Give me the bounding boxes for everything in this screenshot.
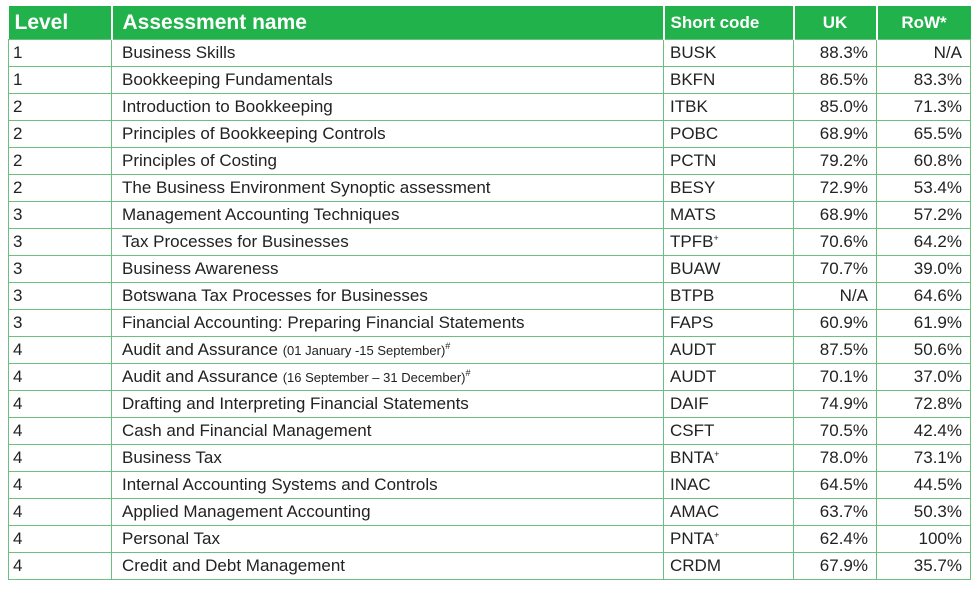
cell-assessment-name (112, 256, 664, 283)
cell-row-rate: 60.8% (877, 148, 971, 175)
cell-short-code (664, 526, 794, 553)
table-row (9, 391, 971, 418)
cell-assessment-name (112, 94, 664, 121)
short-code-text: BESY (670, 178, 716, 197)
cell-row-rate: N/A (877, 40, 971, 67)
cell-uk-rate: 78.0% (794, 445, 877, 472)
results-table-container (8, 6, 970, 580)
cell-short-code (664, 337, 794, 364)
cell-uk-rate: 60.9% (794, 310, 877, 337)
cell-assessment-name (112, 40, 664, 67)
cell-row-rate: 71.3% (877, 94, 971, 121)
assessment-date-note: (16 September – 31 December) (282, 370, 466, 385)
header-assessment-name: Assessment name (112, 6, 664, 40)
short-code-text: BUAW (670, 259, 721, 278)
short-code-text: CRDM (670, 556, 721, 575)
cell-row-rate: 44.5% (877, 472, 971, 499)
cell-uk-rate: 70.1% (794, 364, 877, 391)
cell-level: 4 (9, 553, 112, 580)
cell-short-code (664, 148, 794, 175)
table-row (9, 40, 971, 67)
table-row (9, 553, 971, 580)
code-footnote-mark: + (714, 530, 720, 540)
table-row (9, 445, 971, 472)
cell-short-code (664, 283, 794, 310)
cell-uk-rate: 85.0% (794, 94, 877, 121)
assessment-name-text: Credit and Debt Management (122, 556, 346, 575)
cell-uk-rate: 70.6% (794, 229, 877, 256)
header-level: Level (9, 6, 112, 40)
cell-short-code (664, 67, 794, 94)
cell-uk-rate: N/A (794, 283, 877, 310)
assessment-name-text: Business Tax (122, 448, 222, 467)
assessment-name-text: Personal Tax (122, 529, 220, 548)
cell-short-code (664, 364, 794, 391)
cell-uk-rate: 63.7% (794, 499, 877, 526)
cell-short-code (664, 40, 794, 67)
cell-assessment-name (112, 499, 664, 526)
assessment-name-text: Management Accounting Techniques (122, 205, 400, 224)
header-row: RoW* (877, 6, 971, 40)
assessment-name-text: Business Skills (122, 43, 236, 62)
table-row (9, 148, 971, 175)
table-row (9, 310, 971, 337)
assessment-name-text: Audit and Assurance (122, 340, 278, 359)
pass-rate-table (8, 6, 971, 580)
table-row (9, 499, 971, 526)
short-code-text: BTPB (670, 286, 715, 305)
short-code-text: PNTA (670, 529, 715, 548)
cell-assessment-name (112, 148, 664, 175)
cell-short-code (664, 229, 794, 256)
cell-row-rate: 64.6% (877, 283, 971, 310)
table-row (9, 256, 971, 283)
cell-row-rate: 64.2% (877, 229, 971, 256)
table-row (9, 67, 971, 94)
assessment-name-text: Bookkeeping Fundamentals (122, 70, 333, 89)
assessment-name-text: Audit and Assurance (122, 367, 278, 386)
cell-level: 1 (9, 40, 112, 67)
short-code-text: INAC (670, 475, 711, 494)
cell-short-code (664, 418, 794, 445)
short-code-text: AUDT (670, 340, 717, 359)
assessment-name-text: The Business Environment Synoptic assessment (122, 178, 491, 197)
short-code-text: FAPS (670, 313, 714, 332)
short-code-text: ITBK (670, 97, 708, 116)
cell-level: 4 (9, 337, 112, 364)
code-footnote-mark: + (714, 449, 720, 459)
table-row (9, 526, 971, 553)
cell-uk-rate: 68.9% (794, 202, 877, 229)
table-row (9, 283, 971, 310)
cell-assessment-name (112, 229, 664, 256)
cell-short-code (664, 472, 794, 499)
cell-row-rate: 73.1% (877, 445, 971, 472)
header-short-code: Short code (664, 6, 794, 40)
assessment-name-text: Tax Processes for Businesses (122, 232, 349, 251)
short-code-text: BNTA (670, 448, 715, 467)
short-code-text: AUDT (670, 367, 717, 386)
cell-short-code (664, 175, 794, 202)
cell-row-rate: 53.4% (877, 175, 971, 202)
short-code-text: BUSK (670, 43, 717, 62)
table-row (9, 472, 971, 499)
short-code-text: POBC (670, 124, 719, 143)
footnote-mark: # (445, 341, 451, 351)
assessment-name-text: Financial Accounting: Preparing Financial Statements (122, 313, 525, 332)
cell-level: 3 (9, 310, 112, 337)
cell-uk-rate: 79.2% (794, 148, 877, 175)
table-row (9, 175, 971, 202)
code-footnote-mark: + (713, 233, 719, 243)
table-row (9, 94, 971, 121)
assessment-date-note: (01 January -15 September) (282, 343, 446, 358)
assessment-name-text: Drafting and Interpreting Financial Statements (122, 394, 469, 413)
cell-uk-rate: 62.4% (794, 526, 877, 553)
cell-row-rate: 100% (877, 526, 971, 553)
cell-short-code (664, 553, 794, 580)
table-row (9, 229, 971, 256)
cell-row-rate: 39.0% (877, 256, 971, 283)
short-code-text: BKFN (670, 70, 716, 89)
cell-assessment-name (112, 553, 664, 580)
short-code-text: PCTN (670, 151, 717, 170)
cell-uk-rate: 67.9% (794, 553, 877, 580)
cell-row-rate: 37.0% (877, 364, 971, 391)
cell-level: 2 (9, 94, 112, 121)
cell-level: 2 (9, 148, 112, 175)
cell-assessment-name (112, 175, 664, 202)
cell-uk-rate: 68.9% (794, 121, 877, 148)
cell-level: 1 (9, 67, 112, 94)
cell-uk-rate: 74.9% (794, 391, 877, 418)
cell-assessment-name (112, 121, 664, 148)
cell-row-rate: 50.6% (877, 337, 971, 364)
cell-uk-rate: 64.5% (794, 472, 877, 499)
assessment-name-text: Cash and Financial Management (122, 421, 372, 440)
cell-assessment-name (112, 202, 664, 229)
footnote-mark: # (465, 368, 471, 378)
cell-short-code (664, 121, 794, 148)
cell-assessment-name (112, 67, 664, 94)
cell-uk-rate: 72.9% (794, 175, 877, 202)
cell-level: 2 (9, 175, 112, 202)
assessment-name-text: Principles of Costing (122, 151, 277, 170)
cell-level: 4 (9, 526, 112, 553)
cell-assessment-name (112, 283, 664, 310)
cell-level: 4 (9, 445, 112, 472)
cell-short-code (664, 310, 794, 337)
cell-row-rate: 35.7% (877, 553, 971, 580)
cell-short-code (664, 499, 794, 526)
header-row (9, 6, 971, 40)
cell-level: 4 (9, 418, 112, 445)
assessment-name-text: Internal Accounting Systems and Controls (122, 475, 438, 494)
short-code-text: DAIF (670, 394, 709, 413)
cell-uk-rate: 70.5% (794, 418, 877, 445)
cell-level: 3 (9, 229, 112, 256)
cell-short-code (664, 256, 794, 283)
cell-row-rate: 65.5% (877, 121, 971, 148)
cell-assessment-name (112, 445, 664, 472)
cell-uk-rate: 70.7% (794, 256, 877, 283)
assessment-name-text: Botswana Tax Processes for Businesses (122, 286, 428, 305)
cell-short-code (664, 94, 794, 121)
cell-assessment-name (112, 337, 664, 364)
cell-assessment-name (112, 391, 664, 418)
table-row (9, 202, 971, 229)
cell-level: 4 (9, 391, 112, 418)
cell-row-rate: 57.2% (877, 202, 971, 229)
short-code-text: MATS (670, 205, 716, 224)
cell-row-rate: 42.4% (877, 418, 971, 445)
cell-assessment-name (112, 472, 664, 499)
assessment-name-text: Introduction to Bookkeeping (122, 97, 333, 116)
assessment-name-text: Business Awareness (122, 259, 279, 278)
table-row (9, 337, 971, 364)
short-code-text: TPFB (670, 232, 714, 251)
cell-level: 3 (9, 202, 112, 229)
cell-row-rate: 50.3% (877, 499, 971, 526)
cell-row-rate: 61.9% (877, 310, 971, 337)
cell-level: 3 (9, 283, 112, 310)
assessment-name-text: Principles of Bookkeeping Controls (122, 124, 386, 143)
short-code-text: AMAC (670, 502, 720, 521)
table-row (9, 418, 971, 445)
cell-short-code (664, 202, 794, 229)
cell-assessment-name (112, 364, 664, 391)
cell-level: 4 (9, 472, 112, 499)
cell-level: 2 (9, 121, 112, 148)
cell-uk-rate: 87.5% (794, 337, 877, 364)
cell-assessment-name (112, 526, 664, 553)
cell-short-code (664, 445, 794, 472)
cell-assessment-name (112, 310, 664, 337)
table-row (9, 121, 971, 148)
cell-row-rate: 72.8% (877, 391, 971, 418)
table-body (9, 40, 971, 580)
cell-uk-rate: 86.5% (794, 67, 877, 94)
cell-row-rate: 83.3% (877, 67, 971, 94)
cell-short-code (664, 391, 794, 418)
cell-level: 4 (9, 499, 112, 526)
header-uk: UK (794, 6, 877, 40)
table-row (9, 364, 971, 391)
short-code-text: CSFT (670, 421, 715, 440)
cell-level: 4 (9, 364, 112, 391)
cell-uk-rate: 88.3% (794, 40, 877, 67)
cell-level: 3 (9, 256, 112, 283)
cell-assessment-name (112, 418, 664, 445)
assessment-name-text: Applied Management Accounting (122, 502, 371, 521)
